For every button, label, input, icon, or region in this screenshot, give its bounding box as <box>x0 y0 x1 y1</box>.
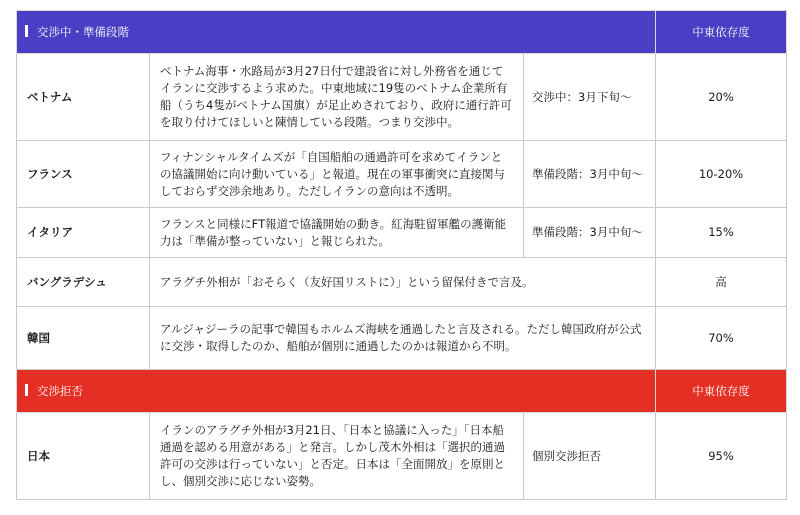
table-row-korea <box>17 307 787 370</box>
country-description: アラグチ外相が「おそらく（友好国リストに）」という留保付きで言及。 <box>150 258 656 307</box>
dependency-header-refusal: 中東依存度 <box>656 370 787 413</box>
country-name: ベトナム <box>17 54 150 141</box>
section-title-cell <box>17 11 656 54</box>
dependency-header-negotiating: 中東依存度 <box>656 11 787 54</box>
section-bar-icon <box>25 384 28 396</box>
country-status: 準備段階：3月中旬〜 <box>524 141 656 208</box>
country-dependency: 15% <box>656 208 787 258</box>
country-dependency: 高 <box>656 258 787 307</box>
section-title-cell <box>17 370 656 413</box>
table-row-italy <box>17 208 787 258</box>
country-dependency: 20% <box>656 54 787 141</box>
section-bar-icon <box>25 25 28 37</box>
section-header-refusal <box>17 370 787 413</box>
country-description: フランスと同様にFT報道で協議開始の動き。紅海駐留軍艦の護衛能力は「準備が整っていない」と報じられた。 <box>150 208 524 258</box>
country-name: 韓国 <box>17 307 150 370</box>
country-description: ベトナム海事・水路局が3月27日付で建設省に対し外務省を通じてイランに交渉するよう求めた。中東地域に19隻のベトナム企業所有船（うち4隻がベトナム国旗）が足止めされており、政府に通行許可を取り付けてほしいと陳情している段階。つまり交渉中。 <box>150 54 524 141</box>
country-status-table <box>16 10 787 500</box>
country-name: バングラデシュ <box>17 258 150 307</box>
country-name: イタリア <box>17 208 150 258</box>
country-status: 準備段階：3月中旬〜 <box>524 208 656 258</box>
country-dependency: 95% <box>656 413 787 500</box>
country-dependency: 10-20% <box>656 141 787 208</box>
table-row-bangladesh <box>17 258 787 307</box>
section-title-negotiating: 交渉中・準備段階 <box>37 24 129 39</box>
section-header-negotiating <box>17 11 787 54</box>
country-description: フィナンシャルタイムズが「自国船舶の通過許可を求めてイランとの協議開始に向け動いている」と報道。現在の軍事衝突に直接関与しておらず交渉余地あり。ただしイランの意向は不透明。 <box>150 141 524 208</box>
country-dependency: 70% <box>656 307 787 370</box>
section-title-refusal: 交渉拒否 <box>37 383 83 398</box>
country-name: 日本 <box>17 413 150 500</box>
country-status-table-wrapper <box>16 10 786 500</box>
country-status: 個別交渉拒否 <box>524 413 656 500</box>
table-row-vietnam <box>17 54 787 141</box>
country-description: イランのアラグチ外相が3月21日、「日本と協議に入った」「日本船通過を認める用意がある」と発言。しかし茂木外相は「選択的通過許可の交渉は行っていない」と否定。日本は「全面開放」を原則とし、個別交渉に応じない姿勢。 <box>150 413 524 500</box>
table-row-japan <box>17 413 787 500</box>
table-row-france <box>17 141 787 208</box>
country-name: フランス <box>17 141 150 208</box>
country-description: アルジャジーラの記事で韓国もホルムズ海峡を通過したと言及される。ただし韓国政府が公式に交渉・取得したのか、船舶が個別に通過したのかは報道から不明。 <box>150 307 656 370</box>
country-status: 交渉中：3月下旬〜 <box>524 54 656 141</box>
